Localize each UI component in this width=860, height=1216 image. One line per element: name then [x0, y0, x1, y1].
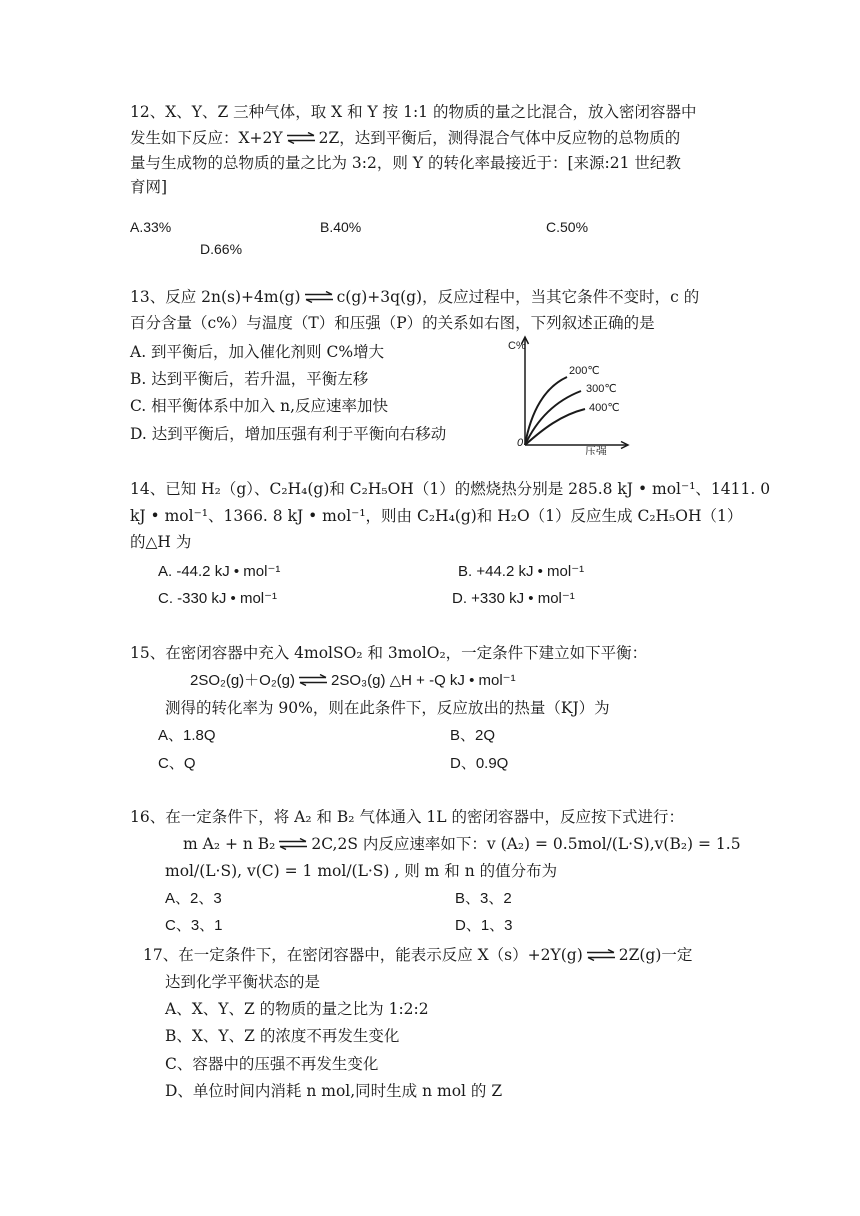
q12-option-c: C.50%	[546, 219, 589, 235]
q15-line-3: 测得的转化率为 90%，则在此条件下，反应放出的热量（KJ）为	[165, 699, 610, 717]
q14-option-c: C. -330 kJ • mol⁻¹	[158, 590, 278, 607]
q13-line-1-left: 13、反应 2n(s)+4m(g)	[130, 288, 301, 306]
q16-option-b: B、3、2	[455, 890, 512, 907]
q14-option-a: A. -44.2 kJ • mol⁻¹	[158, 563, 281, 580]
figure-x-label: 压强	[585, 446, 607, 455]
q13-line-1	[130, 286, 699, 308]
q14-line-3: 的△H 为	[130, 533, 192, 551]
q15-option-d: D、0.9Q	[450, 755, 509, 772]
q17-option-b: B、X、Y、Z 的浓度不再发生变化	[165, 1027, 400, 1045]
series-label-300c: 300℃	[586, 383, 617, 395]
q17-line-1-left: 17、在一定条件下，在密闭容器中，能表示反应 X（s）+2Y(g)	[143, 946, 583, 964]
q14-option-b: B. +44.2 kJ • mol⁻¹	[458, 563, 585, 580]
q15-equation-right: 2SO₃(g) △H + -Q kJ • mol⁻¹	[331, 672, 516, 689]
q16-option-d: D、1、3	[455, 917, 513, 934]
q17-line-1-right: 2Z(g)一定	[618, 946, 693, 964]
q12-line-4: 育网]	[130, 178, 168, 196]
q17-line-1	[143, 944, 692, 966]
equilibrium-arrow-icon	[298, 674, 328, 686]
q16-option-c: C、3、1	[165, 917, 223, 934]
series-label-400c: 400℃	[589, 402, 620, 414]
q15-line-1: 15、在密闭容器中充入 4molSO₂ 和 3molO₂，一定条件下建立如下平衡：	[130, 644, 648, 662]
q12-option-b: B.40%	[320, 219, 362, 235]
q15-equation-left: 2SO₂(g)＋O₂(g)	[190, 672, 295, 689]
figure-y-label: C%	[508, 340, 526, 352]
q14-line-2: kJ • mol⁻¹、1366. 8 kJ • mol⁻¹，则由 C₂H₄(g)和 H₂O（1）反应生成 C₂H₅OH（1）	[130, 507, 743, 525]
q13-option-b: B. 达到平衡后，若升温，平衡左移	[130, 370, 369, 388]
q12-line-2-left: 发生如下反应：X+2Y	[130, 129, 283, 147]
q16-line-3: mol/(L·S), v(C) = 1 mol/(L·S) , 则 m 和 n 的值分布为	[165, 862, 558, 880]
q16-line-2-right: 2C,2S 内反应速率如下：v (A₂) = 0.5mol/(L·S),v(B₂) = 1.5	[311, 835, 741, 853]
q13-option-c: C. 相平衡体系中加入 n,反应速率加快	[130, 397, 388, 415]
q14-option-d: D. +330 kJ • mol⁻¹	[452, 590, 575, 607]
equilibrium-arrow-icon	[586, 949, 616, 961]
q12-option-a: A.33%	[130, 219, 172, 235]
q15-option-a: A、1.8Q	[158, 727, 216, 744]
q13-figure	[505, 335, 630, 455]
q13-option-d: D. 达到平衡后，增加压强有利于平衡向右移动	[130, 425, 447, 443]
q15-equation	[190, 670, 516, 692]
q15-option-b: B、2Q	[450, 727, 496, 744]
equilibrium-arrow-icon	[304, 291, 334, 303]
q17-option-a: A、X、Y、Z 的物质的量之比为 1:2:2	[165, 1000, 429, 1018]
series-label-200c: 200℃	[569, 365, 600, 377]
q17-line-2: 达到化学平衡状态的是	[165, 973, 321, 991]
q17-option-d: D、单位时间内消耗 n mol,同时生成 n mol 的 Z	[165, 1082, 503, 1100]
equilibrium-arrow-icon	[278, 838, 308, 850]
q16-line-2-left: m A₂ + n B₂	[183, 835, 276, 853]
equilibrium-arrow-icon	[286, 132, 316, 144]
q16-option-a: A、2、3	[165, 890, 222, 907]
q12-line-2	[130, 127, 680, 149]
q13-line-1-right: c(g)+3q(g)，反应过程中，当其它条件不变时，c 的	[336, 288, 700, 306]
q16-line-2	[183, 833, 741, 855]
q13-line-2: 百分含量（c%）与温度（T）和压强（P）的关系如右图，下列叙述正确的是	[130, 314, 655, 332]
q13-option-a: A. 到平衡后，加入催化剂则 C%增大	[130, 343, 385, 361]
q15-option-c: C、Q	[158, 755, 196, 772]
q12-line-2-right: 2Z，达到平衡后，测得混合气体中反应物的总物质的	[318, 129, 681, 147]
q12-line-1: 12、X、Y、Z 三种气体，取 X 和 Y 按 1:1 的物质的量之比混合，放入密闭容器中	[130, 103, 697, 121]
q12-line-3: 量与生成物的总物质的量之比为 3:2，则 Y 的转化率最接近于：[来源:21 世纪教	[130, 154, 681, 172]
q17-option-c: C、容器中的压强不再发生变化	[165, 1055, 379, 1073]
figure-origin-label: 0	[517, 437, 524, 449]
q12-option-d: D.66%	[200, 241, 243, 257]
q16-line-1: 16、在一定条件下，将 A₂ 和 B₂ 气体通入 1L 的密闭容器中，反应按下式进行：	[130, 808, 684, 826]
q14-line-1: 14、已知 H₂（g）、C₂H₄(g)和 C₂H₅OH（1）的燃烧热分别是 285.8 kJ • mol⁻¹、1411. 0	[130, 480, 771, 498]
